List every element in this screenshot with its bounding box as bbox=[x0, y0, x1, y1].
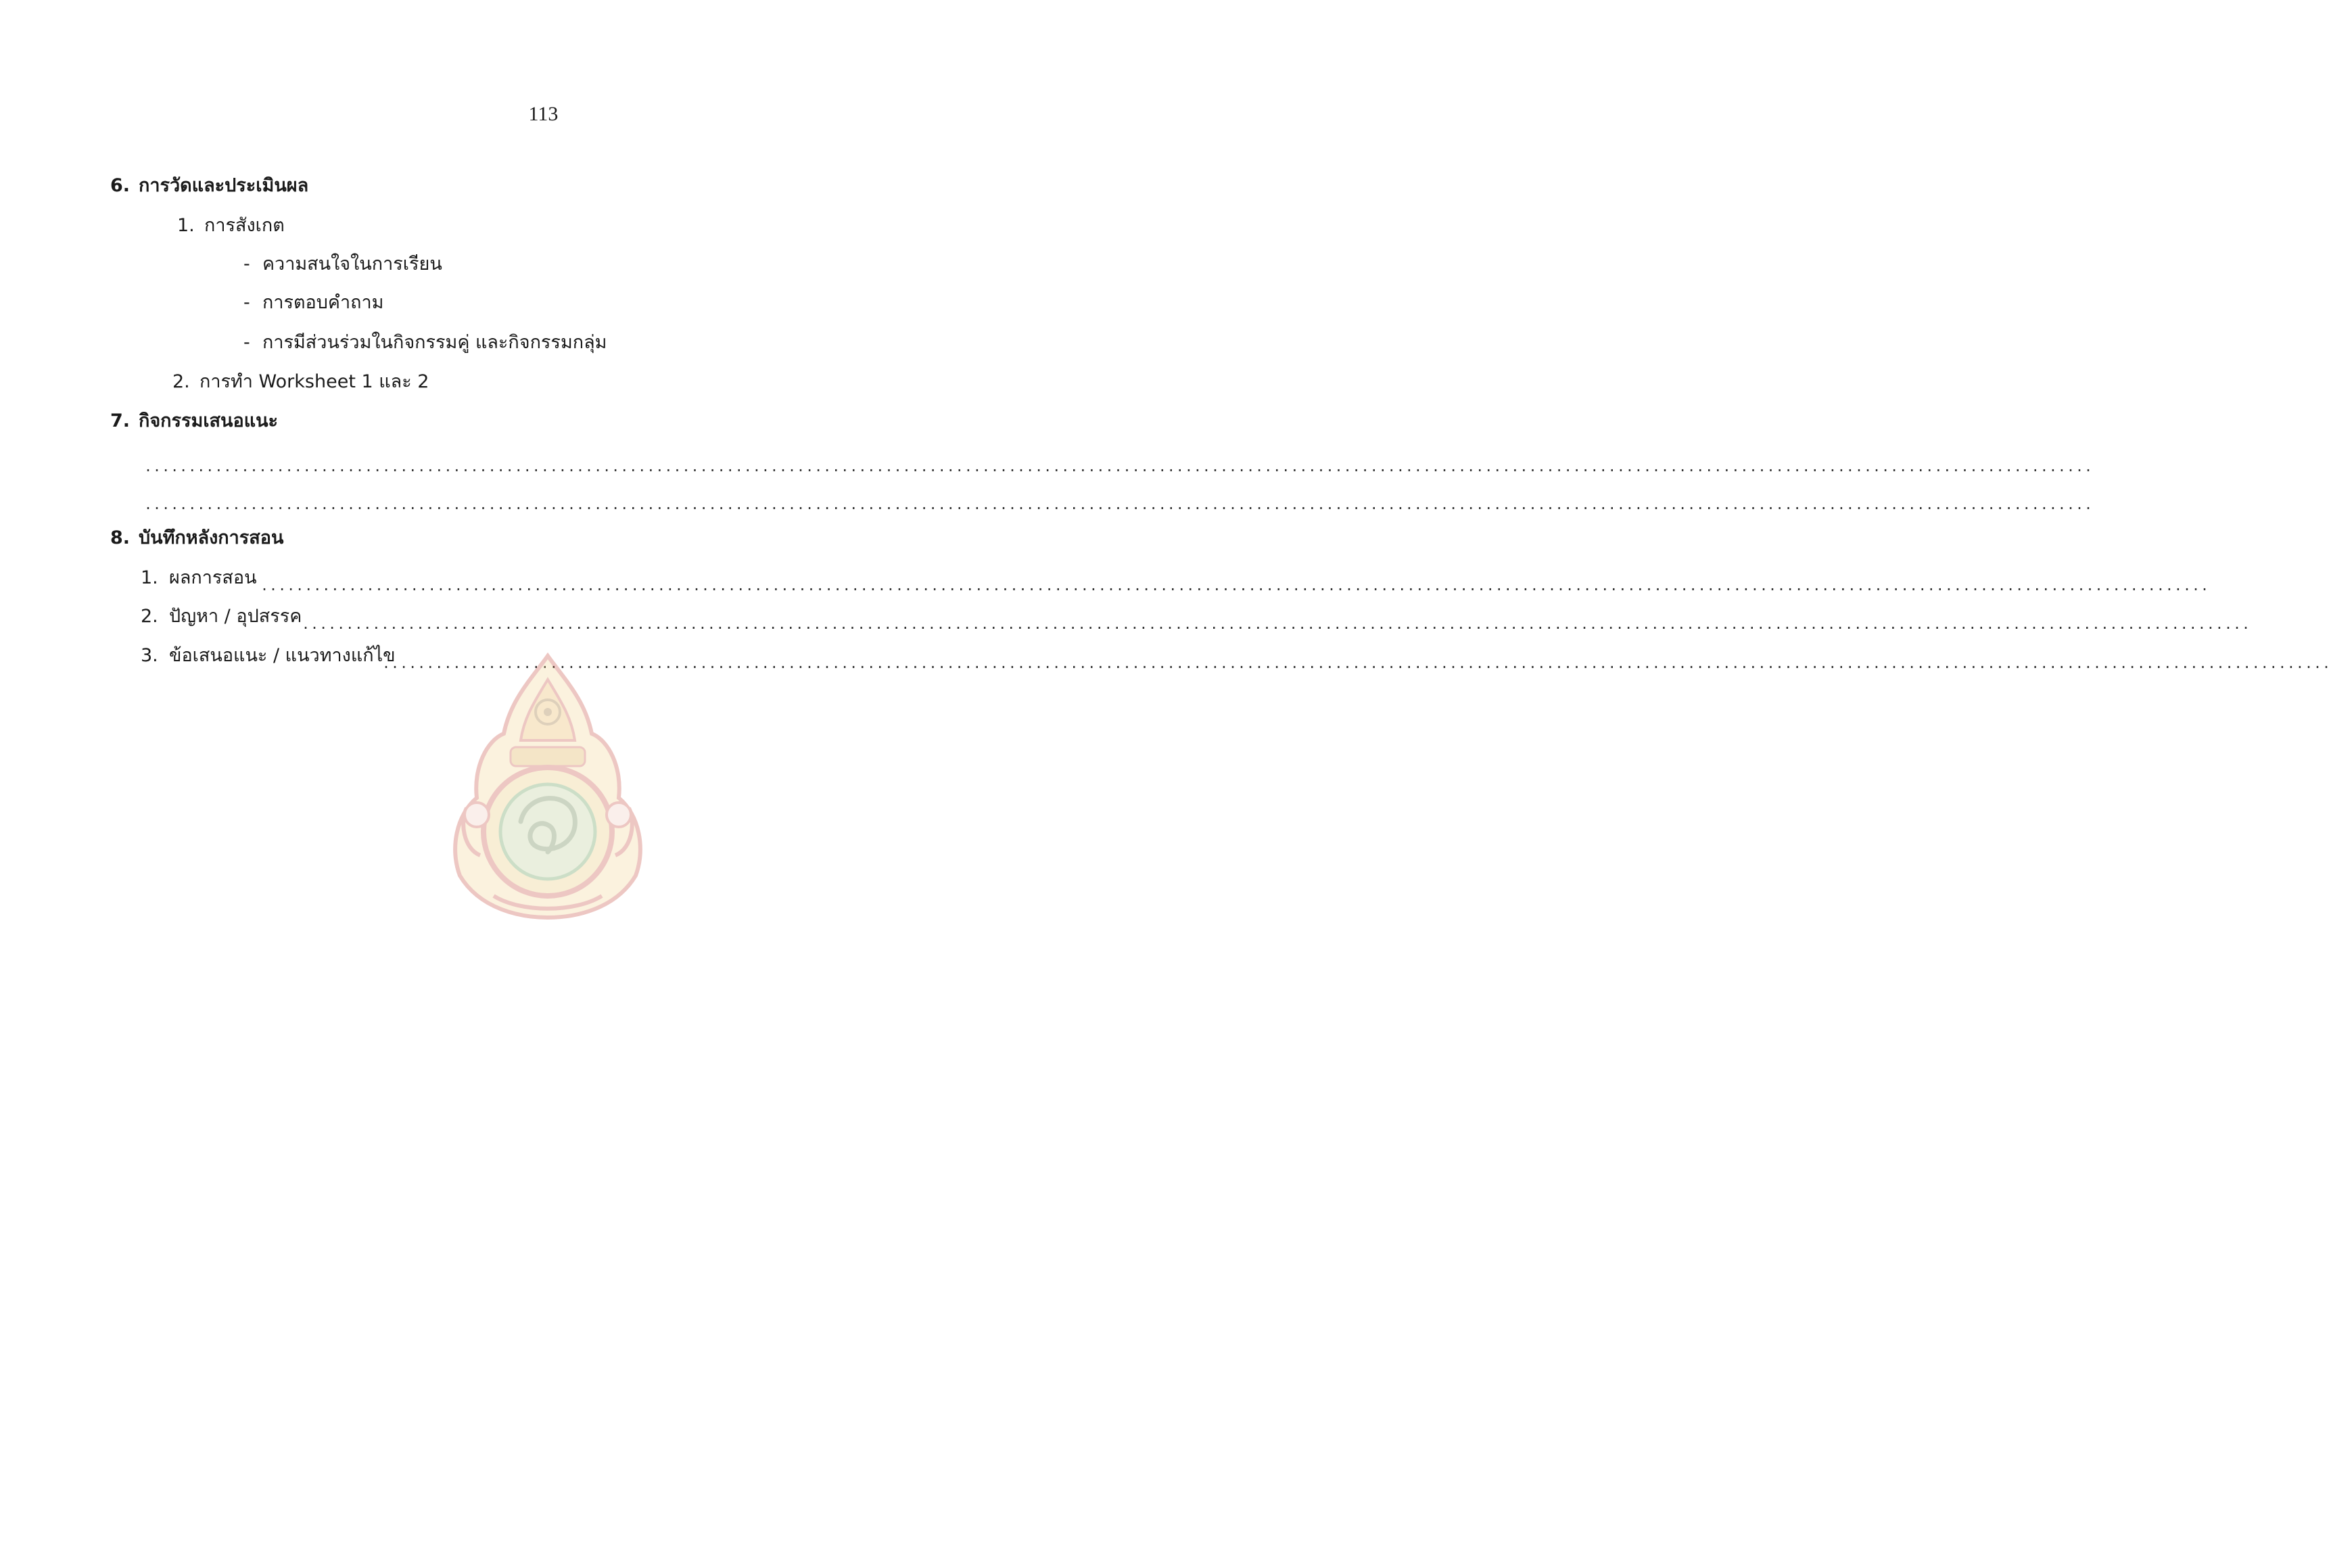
section-8-number: 8. bbox=[110, 527, 131, 548]
fill-in-dotted-line: ............................................................................................................................................................................................................................. bbox=[260, 577, 2210, 594]
bullet-dash: - bbox=[243, 292, 250, 313]
bullet-label: ความสนใจในการเรียน bbox=[262, 254, 442, 275]
bullet-item bbox=[243, 331, 607, 354]
item-label: การทำ Worksheet 1 และ 2 bbox=[199, 371, 429, 392]
item-number: 3. bbox=[141, 645, 158, 666]
section-7-number: 7. bbox=[110, 410, 131, 431]
fill-in-dotted-line: ............................................................................................................................................................................................................................. bbox=[302, 616, 2251, 632]
emblem-watermark-icon bbox=[446, 652, 649, 920]
section-8-item-3 bbox=[141, 644, 396, 667]
item-number: 1. bbox=[177, 215, 195, 236]
item-number: 1. bbox=[141, 567, 158, 588]
item-label: ปัญหา / อุปสรรค bbox=[169, 606, 302, 627]
bullet-item bbox=[243, 253, 442, 276]
bullet-label: การมีส่วนร่วมในกิจกรรมคู่ และกิจกรรมกลุ่ม bbox=[262, 332, 607, 353]
section-7-title: กิจกรรมเสนอแนะ bbox=[139, 410, 279, 431]
section-7-heading bbox=[110, 410, 278, 433]
bullet-label: การตอบคำถาม bbox=[262, 292, 384, 313]
item-number: 2. bbox=[172, 371, 190, 392]
item-label: ข้อเสนอแนะ / แนวทางแก้ไข bbox=[169, 645, 396, 666]
bullet-item bbox=[243, 291, 383, 314]
section-6-heading bbox=[110, 174, 308, 197]
item-label: ผลการสอน bbox=[169, 567, 257, 588]
section-8-item-1 bbox=[141, 567, 257, 590]
section-8-item-2 bbox=[141, 605, 302, 628]
page-number: 113 bbox=[528, 103, 559, 125]
fill-in-dotted-line: ............................................................................................................................................................................................................................. bbox=[382, 655, 2331, 671]
fill-in-dotted-line: ............................................................................................................................................................................................................................. bbox=[144, 496, 2094, 513]
section-6-item-2 bbox=[172, 371, 429, 394]
section-6-item-1 bbox=[177, 214, 285, 237]
item-number: 2. bbox=[141, 606, 158, 627]
item-label: การสังเกต bbox=[204, 215, 285, 236]
fill-in-dotted-line: ............................................................................................................................................................................................................................. bbox=[144, 458, 2094, 475]
section-8-heading bbox=[110, 527, 283, 550]
section-6-title: การวัดและประเมินผล bbox=[139, 175, 309, 196]
section-6-number: 6. bbox=[110, 175, 131, 196]
bullet-dash: - bbox=[243, 254, 250, 275]
bullet-dash: - bbox=[243, 332, 250, 353]
section-8-title: บันทึกหลังการสอน bbox=[139, 527, 284, 548]
